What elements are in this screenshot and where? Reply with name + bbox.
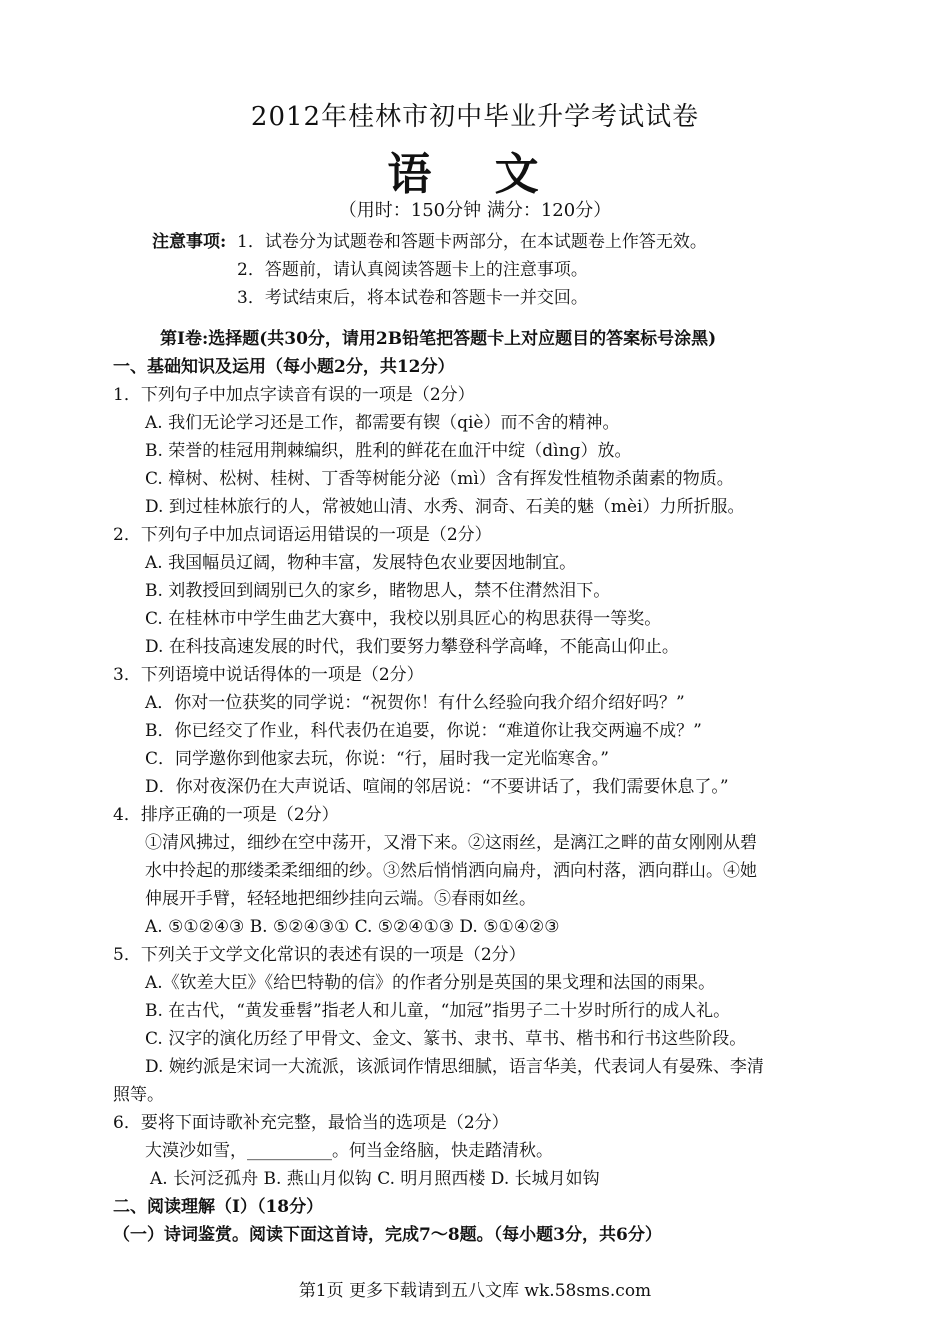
q2-stem: 2．下列句子中加点词语运用错误的一项是（2分） — [113, 525, 492, 545]
part1-heading: 第Ⅰ卷:选择题(共30分，请用2B铅笔把答题卡上对应题目的答案标号涂黑) — [160, 329, 717, 349]
q2-option-b: B. 刘教授回到阔别已久的家乡，睹物思人，禁不住潸然泪下。 — [145, 581, 611, 601]
notice-item-3: 3．考试结束后，将本试卷和答题卡一并交回。 — [237, 288, 588, 308]
notice-item-1: 1．试卷分为试题卷和答题卡两部分，在本试题卷上作答无效。 — [237, 232, 707, 252]
q3-option-d: D．你对夜深仍在大声说话、喧闹的邻居说：“不要讲话了，我们需要休息了。” — [145, 777, 729, 797]
q4-passage-line-1: ①清风拂过，细纱在空中荡开，又滑下来。②这雨丝，是漓江之畔的苗女刚刚从碧 — [145, 833, 757, 853]
q5-stem: 5．下列关于文学文化常识的表述有误的一项是（2分） — [113, 945, 526, 965]
q4-passage-line-3: 伸展开手臂，轻轻地把细纱挂向云端。⑤春雨如丝。 — [145, 889, 536, 909]
q1-option-d: D. 到过桂林旅行的人，常被她山清、水秀、洞奇、石美的魅（mèi）力所折服。 — [145, 497, 745, 517]
q5-continuation: 照等。 — [113, 1085, 164, 1105]
q4-options: A. ⑤①②④③ B. ⑤②④③① C. ⑤②④①③ D. ⑤①④②③ — [145, 917, 560, 937]
q6-stem: 6．要将下面诗歌补充完整，最恰当的选项是（2分） — [113, 1113, 509, 1133]
q3-option-b: B．你已经交了作业，科代表仍在追要，你说：“难道你让我交两遍不成？” — [145, 721, 702, 741]
section1-heading: 一、基础知识及运用（每小题2分，共12分） — [113, 357, 455, 377]
subject-title: 语 文 — [387, 149, 563, 200]
q4-stem: 4．排序正确的一项是（2分） — [113, 805, 339, 825]
q1-stem: 1．下列句子中加点字读音有误的一项是（2分） — [113, 385, 475, 405]
q5-option-c: C. 汉字的演化历经了甲骨文、金文、篆书、隶书、草书、楷书和行书这些阶段。 — [145, 1029, 747, 1049]
q1-option-b: B. 荣誉的桂冠用荆棘编织，胜利的鲜花在血汗中绽（dìnɡ）放。 — [145, 441, 632, 461]
q6-poem: 大漠沙如雪，__________。何当金络脑，快走踏清秋。 — [145, 1141, 553, 1161]
q3-option-c: C．同学邀你到他家去玩，你说：“行，届时我一定光临寒舍。” — [145, 749, 609, 769]
q2-option-a: A. 我国幅员辽阔，物种丰富，发展特色农业要因地制宜。 — [145, 553, 577, 573]
q5-option-d: D. 婉约派是宋词一大流派，该派词作情思细腻，语言华美，代表词人有晏殊、李清 — [145, 1057, 764, 1077]
section2-heading: 二、阅读理解（Ⅰ）（18分） — [113, 1197, 324, 1217]
q1-option-a: A. 我们无论学习还是工作，都需要有锲（qiè）而不舍的精神。 — [145, 413, 620, 433]
q5-option-b: B. 在古代，“黄发垂髫”指老人和儿童，“加冠”指男子二十岁时所行的成人礼。 — [145, 1001, 731, 1021]
notice-item-2: 2．答题前，请认真阅读答题卡上的注意事项。 — [237, 260, 588, 280]
section2-subheading: （一）诗词鉴赏。阅读下面这首诗，完成7～8题。（每小题3分，共6分） — [113, 1225, 662, 1245]
q6-options: A. 长河泛孤舟 B. 燕山月似钩 C. 明月照西楼 D. 长城月如钩 — [150, 1169, 600, 1189]
q3-stem: 3．下列语境中说话得体的一项是（2分） — [113, 665, 424, 685]
q4-passage-line-2: 水中拎起的那缕柔柔细细的纱。③然后悄悄洒向扁舟，洒向村落，洒向群山。④她 — [145, 861, 757, 881]
q5-option-a: A.《钦差大臣》《给巴特勒的信》的作者分别是英国的果戈理和法国的雨果。 — [145, 973, 716, 993]
exam-title: 2012年桂林市初中毕业升学考试试卷 — [250, 102, 700, 132]
q3-option-a: A．你对一位获奖的同学说：“祝贺你！有什么经验向我介绍介绍好吗？” — [145, 693, 685, 713]
page-footer: 第1页 更多下载请到五八文库 wk.58sms.com — [298, 1281, 652, 1301]
notice-label: 注意事项: — [152, 232, 227, 252]
q2-option-c: C. 在桂林市中学生曲艺大赛中，我校以别具匠心的构思获得一等奖。 — [145, 609, 662, 629]
time-info: （用时：150分钟 满分：120分） — [338, 200, 612, 221]
q2-option-d: D. 在科技高速发展的时代，我们要努力攀登科学高峰，不能高山仰止。 — [145, 637, 679, 657]
q1-option-c: C. 樟树、松树、桂树、丁香等树能分泌（mì）含有挥发性植物杀菌素的物质。 — [145, 469, 734, 489]
